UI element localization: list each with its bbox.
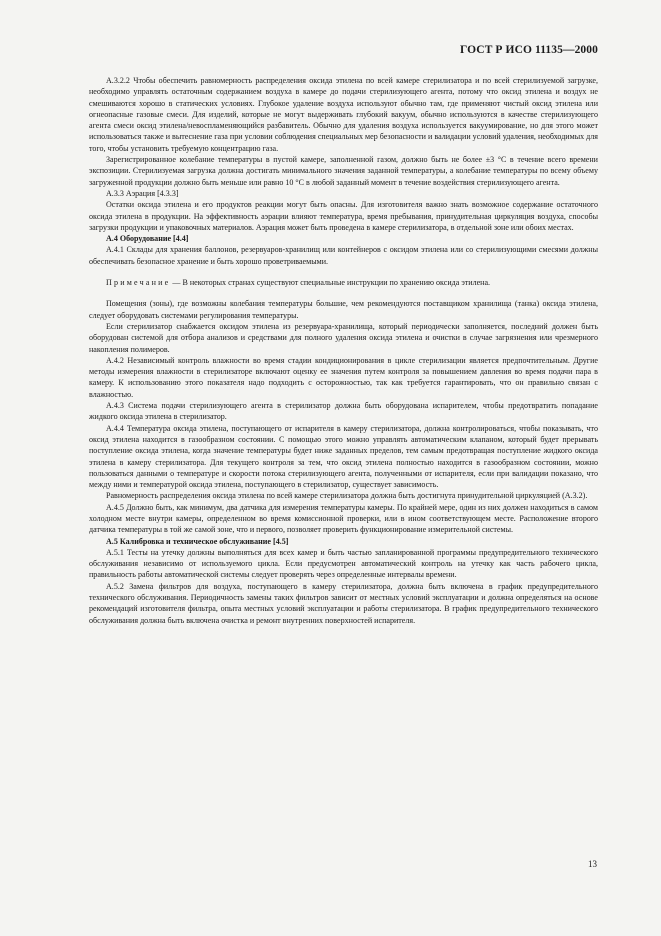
page-number: 13 [588,859,597,869]
section-a4-heading: А.4 Оборудование [4.4] [106,234,189,244]
document-code-header: ГОСТ Р ИСО 11135—2000 [459,44,598,56]
section-a5-heading: А.5 Калибровка и техническое обслуживание [4.5] [106,536,289,546]
paragraph-a52: А.5.2 Замена фильтров для воздуха, поступающего в камеру стерилизатора, должна быть включена в график предупредительного технического обслуживания. Периодичность замены таких фильтров зависит от местных условий эксплуатации и должна определяться на основе рекомендаций изготовителя фильтра, опыта местных условий эксплуатации и работы стерилизатора. В график предупредительного технического обслуживания должна быть включена очистка и ремонт внутренних поверхностей испарителя. [89,581,598,625]
paragraph-a51: А.5.1 Тесты на утечку должны выполняться для всех камер и быть частью запланированной программы предупредительного технического обслуживания независимо от используемого цикла. Если предусмотрен автоматический контроль на утечку как часть рабочего цикла, правильность работы автоматической системы следует проверять через определенные интервалы времени. [89,547,598,580]
paragraph-a322: А.3.2.2 Чтобы обеспечить равномерность распределения оксида этилена по всей камере стерилизатора и по всей стерилизуемой загрузке, необходимо управлять остаточным содержанием воздуха в камере до подачи стерилизующего агента, потому что оксид этилена и воздух не смешиваются хорошо в статических условиях. Глубокое удаление воздуха используют обычно там, где применяют чистый оксид этилена или огнеопасные газовые смеси. Для изделий, которые не могут выдерживать глубокий вакуум, обычно используются в качестве стерилизующего агента смеси оксид этилена/невоспламеняющийся разбавитель. Обычно для удаления воздуха используется вакуумирование, но для этого может использоваться также и вытеснение газа при условии соблюдения специальных мер безопасности и валидации условий удаления, необходимых для того, чтобы установить требуемую концентрацию газа. [89,76,598,153]
paragraph-a44: А.4.4 Температура оксида этилена, поступающего от испарителя в камеру стерилизатора, должна контролироваться, чтобы показывать, что оксид этилена находится в газообразном состоянии. С помощью этого можно управлять автоматическим клапаном, который будет прерывать поступление оксида этилена, когда значение температуры будет ниже заданных пределов, тем самым предотвращая поступление жидкого оксида этилена в камеру стерилизатора. Для текущего контроля за тем, что оксид этилена полностью находится в газообразном состоянии, можно пользоваться данными о температуре и скорости потока стерилизующего агента, полученными от испарителя, если при валидации показано, что между ними и температурой оксида этилена, поступающего в стерилизатор, существует зависимость. [89,423,598,490]
paragraph-a41: А.4.1 Склады для хранения баллонов, резервуаров-хранилищ или контейнеров с оксидом этилена или со стерилизующими смесями должны обеспечивать безопасное хранение и быть хорошо проветриваемыми. [89,245,598,266]
subsection-a33-title: А.3.3 Аэрация [4.3.3] [106,188,179,198]
note-label: Примечание [106,278,171,288]
paragraph-temperature: Зарегистрированное колебание температуры в пустой камере, заполненной газом, должно быть не более ±3 °С в течение всего времени экспозиции. Стерилизуемая загрузка должна достигать минимального значения заданной температуры, а колебание температуры по всему объему загруженной продукции должно быть меньше или равно 10 °С в любой заданный момент в течение воздействия стерилизующего агента. [89,155,598,187]
paragraph-a43: А.4.3 Система подачи стерилизующего агента в стерилизатор должна быть оборудована испарителем, чтобы предотвратить попадание жидкого оксида этилена в стерилизатор. [89,401,598,422]
paragraph-aeration: Остатки оксида этилена и его продуктов реакции могут быть опасны. Для изготовителя важно знать возможное содержание остаточного оксида этилена в продукции. На эффективность аэрации влияют температура, время пребывания, принудительная циркуляция воздуха, способы загрузки продукции и упаковочных материалов. Аэрация может быть проведена в камере стерилизатора, в отдельной зоне или обоих местах. [89,200,598,232]
paragraph-uniformity: Равномерность распределения оксида этилена по всей камере стерилизатора должна быть достигнута принудительной циркуляцией (А.3.2). [106,491,588,501]
document-body [89,75,598,626]
paragraph-premises: Помещения (зоны), где возможны колебания температуры большие, чем рекомендуются поставщиком хранилища (танка) оксида этилена, следует оборудовать системами регулирования температуры. [89,299,598,320]
note-paragraph [89,277,598,288]
paragraph-a42: А.4.2 Независимый контроль влажности во время стадии кондиционирования в цикле стерилизации является предпочтительным. Другие методы измерения влажности в стерилизаторе включают оценку ее значения путем контроля за повышением давления во время подачи пара в камеру. К использованию этого показателя надо подходить с осторожностью, так как требуется гарантировать, что он правильно связан с влажностью. [89,355,598,399]
note-text: — В некоторых странах существуют специальные инструкции по хранению оксида этилена. [170,278,491,288]
paragraph-a45: А.4.5 Должно быть, как минимум, два датчика для измерения температуры камеры. По крайней мере, один из них должен находиться в самом холодном месте внутри камеры, определенном во время комиссионной проверки, или в ином соответствующем месте. Расположение второго датчика температуры в той же самой зоне, что и первого, позволяет проверить функционирование измерительной системы. [89,502,598,535]
paragraph-reservoir: Если стерилизатор снабжается оксидом этилена из резервуара-хранилища, который периодически заполняется, последний должен быть оборудован системой для отбора анализов и средствами для полного удаления оксида этилена и очистки в случае загрязнения или чрезмерного накопления полимеров. [89,321,598,354]
